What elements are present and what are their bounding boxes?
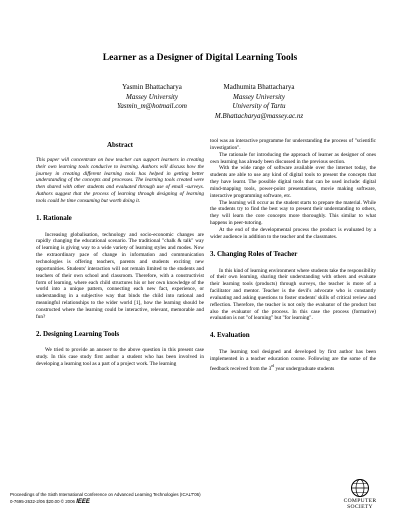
paragraph: The learning will occur as the student starts to prepare the material. While the students try to find the best way to present their understanding to others, they will learn the core concepts more thoroughly. This similar to what happens in peer-tutoring. xyxy=(210,199,376,227)
paragraph: The rationale for introducing the approach of learner as designer of ones own learning has already been discussed in the previous section. xyxy=(210,151,376,165)
right-column xyxy=(210,138,376,372)
abstract-text: This paper will concentrate on how teacher can support learners in creating their own learning tools conducive to learning. Authors will discuss how the journey in creating different learning tools has helped in getting better understanding of the concepts and processes. The learning tools created were then shared with other students and evaluated through use of email -surveys. Authors suggest that the process of learning through designing of learning tools could be time consuming but worth doing it. xyxy=(36,156,204,204)
author-email: Yasmin_m@hotmail.com xyxy=(117,102,187,111)
author-block-2 xyxy=(190,83,328,121)
left-column xyxy=(36,138,204,368)
paragraph xyxy=(210,349,376,372)
logo-text-line-2: SOCIETY xyxy=(347,504,373,510)
author-affiliation-2: University of Tartu xyxy=(232,102,286,111)
logo-text-line-1: COMPUTER xyxy=(343,498,377,504)
paragraph: In this kind of learning environment where students take the responsibility of their own learning, sharing their understanding with others and evaluate their learning tools (products) through surveys, the teacher is more of a facilitator and mentor. Teacher is the devil's advocate who is constantly evaluating and asking questions to foster students' skills of critical review and reflection. Therefore, the teacher is not only the evaluator of the product but also the evaluator of the process. In this case the process (formative) evaluation is not "of learning" but "for learning". xyxy=(210,267,376,322)
section-heading-1: 1. Rationale xyxy=(36,213,72,222)
footer-proceedings: Proceedings of the Sixth International Conference on Advanced Learning Technologies (ICALT'06) xyxy=(10,492,201,497)
footer-isbn-line xyxy=(10,498,310,506)
paragraph: Increasing globalisation, technology and socio-economic changes are rapidly changing the educational scenario. The traditional "chalk & talk" way of learning is giving way to a wide variety of learning styles and modes. Now the extraordinary pace of change in information and communication technologies is offering teachers, parents and students exciting new opportunities. Students' interaction will not remain limited to the students and teachers of their own school and classroom. Therefore, with a constructivist form of learning, where each child structures his or her own knowledge of the world into a unique pattern, connecting each new fact, experience, or understanding in a subjective way that binds the child into rational and meaningful relationships to the wider world [1], how the learning should be constructed where the learning could be interactive, relevant, memorable and fun? xyxy=(36,231,204,320)
text-run: year undergraduate students xyxy=(274,365,335,372)
section-heading-4: 4. Evaluation xyxy=(210,331,250,340)
superscript: rd xyxy=(271,363,275,368)
footer-isbn: 0-7695-2632-2/06 $20.00 © 2006 xyxy=(10,499,75,504)
ieee-mark: IEEE xyxy=(76,499,90,505)
computer-society-logo xyxy=(335,478,385,510)
author-name: Madhumita Bhattacharya xyxy=(223,83,295,91)
author-name: Yasmin Bhattacharya xyxy=(122,83,182,91)
paragraph: With the wide range of software available over the internet today, the students are able to use any kind of digital tools to present the concepts that they have learnt. The possible digital tools that can be used include: digital mind-mapping tools, power-point presentations, movie making software, interactive programming software, etc. xyxy=(210,165,376,199)
paragraph: At the end of the developmental process the product is evaluated by a wider audience in addition to the teacher and the classmates. xyxy=(210,226,376,240)
author-email: M.Bhattacharya@massey.ac.nz xyxy=(214,111,304,120)
abstract-heading: Abstract xyxy=(106,141,134,149)
page-footer xyxy=(10,491,310,506)
abstract xyxy=(36,138,204,205)
author-affiliation: Massey University xyxy=(233,92,285,101)
globe-icon xyxy=(349,478,371,498)
paragraph: We tried to provide an answer to the above question in this present case study. In this case study first author a student who has been involved in developing a learning tool as a part of a project work. The learning xyxy=(36,347,204,368)
paragraph: tool was an interactive programme for understanding the process of "scientific investigation". xyxy=(210,138,376,151)
paper-title: Learner as a Designer of Digital Learning Tools xyxy=(102,52,298,63)
section-heading-3: 3. Changing Roles of Teacher xyxy=(210,249,298,258)
author-affiliation: Massey University xyxy=(126,92,178,101)
section-heading-2: 2. Designing Learning Tools xyxy=(36,329,120,338)
text-run: The learning tool designed and developed by first author has been implemented in a teacher education course. Following are the some of the feedback received from the 3 xyxy=(210,349,376,372)
